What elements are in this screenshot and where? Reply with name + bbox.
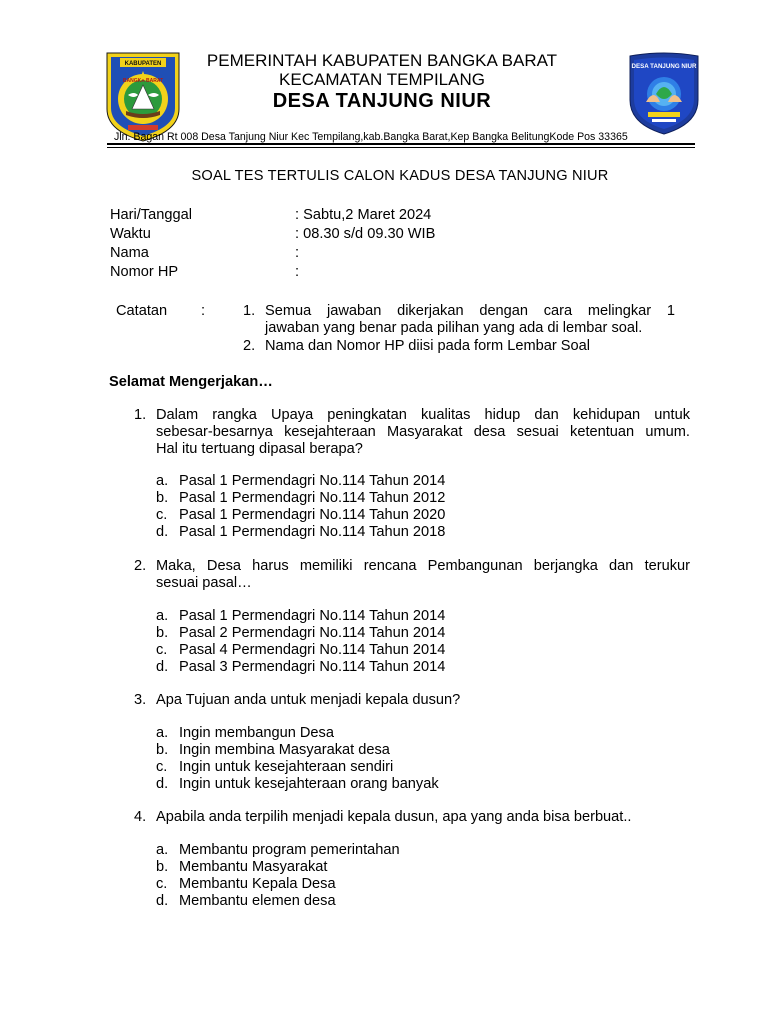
option-text: Ingin membangun Desa	[179, 725, 334, 741]
option-letter: b.	[156, 490, 169, 506]
note-text: Nama dan Nomor HP diisi pada form Lembar Soal	[265, 338, 590, 354]
option-text: Pasal 1 Permendagri No.114 Tahun 2018	[179, 524, 446, 540]
question-text: Apa Tujuan anda untuk menjadi kepala dusun?	[156, 692, 461, 708]
option-letter: d.	[156, 776, 169, 792]
option-text: Membantu Kepala Desa	[179, 876, 336, 892]
option-letter: a.	[156, 608, 169, 624]
question-number: 1.	[134, 407, 147, 423]
greeting: Selamat Mengerjakan…	[109, 374, 273, 390]
info-value-date: : Sabtu,2 Maret 2024	[295, 207, 432, 223]
question-text: Maka, Desa harus memiliki rencana Pembangunan berjangka dan terukur	[156, 558, 690, 574]
notes-colon: :	[201, 303, 206, 319]
svg-text:BANGKA BARAT: BANGKA BARAT	[122, 78, 164, 84]
option-text: Membantu program pemerintahan	[179, 842, 400, 858]
info-label-date: Hari/Tanggal	[110, 207, 192, 223]
option-letter: d.	[156, 893, 169, 909]
question-number: 4.	[134, 809, 147, 825]
svg-text:DESA TANJUNG NIUR: DESA TANJUNG NIUR	[631, 63, 697, 70]
option-letter: a.	[156, 842, 169, 858]
info-value-phone: :	[295, 264, 300, 280]
notes-label: Catatan	[116, 303, 168, 319]
question-number: 2.	[134, 558, 147, 574]
option-letter: b.	[156, 742, 169, 758]
option-letter: c.	[156, 876, 168, 892]
note-number: 1.	[243, 303, 256, 319]
option-text: Pasal 1 Permendagri No.114 Tahun 2012	[179, 490, 446, 506]
exam-title: SOAL TES TERTULIS CALON KADUS DESA TANJUNG NIUR	[191, 168, 609, 184]
option-letter: c.	[156, 507, 168, 523]
letterhead-divider	[107, 143, 695, 145]
svg-text:KABUPATEN: KABUPATEN	[124, 61, 162, 67]
letterhead-divider-thin	[107, 147, 695, 148]
option-text: Membantu Masyarakat	[179, 859, 328, 875]
option-letter: b.	[156, 625, 169, 641]
option-letter: b.	[156, 859, 169, 875]
note-text-cont: jawaban yang benar pada pilihan yang ada di lembar soal.	[265, 320, 643, 336]
question-text: Apabila anda terpilih menjadi kepala dusun, apa yang anda bisa berbuat..	[156, 809, 632, 825]
letterhead-line-village: DESA TANJUNG NIUR	[272, 90, 492, 112]
question-text: Dalam rangka Upaya peningkatan kualitas hidup dan kehidupan untuk	[156, 407, 690, 423]
option-text: Pasal 1 Permendagri No.114 Tahun 2014	[179, 608, 446, 624]
note-number: 2.	[243, 338, 256, 354]
question-text: sesuai pasal…	[156, 575, 252, 591]
option-letter: d.	[156, 524, 169, 540]
question-number: 3.	[134, 692, 147, 708]
info-label-phone: Nomor HP	[110, 264, 179, 280]
note-text: Semua jawaban dikerjakan dengan cara melingkar 1	[265, 303, 675, 319]
option-letter: c.	[156, 759, 168, 775]
option-text: Pasal 4 Permendagri No.114 Tahun 2014	[179, 642, 446, 658]
info-label-time: Waktu	[110, 226, 151, 242]
option-letter: c.	[156, 642, 168, 658]
option-text: Ingin membina Masyarakat desa	[179, 742, 390, 758]
option-text: Ingin untuk kesejahteraan orang banyak	[179, 776, 439, 792]
info-value-time: : 08.30 s/d 09.30 WIB	[295, 226, 436, 242]
info-label-name: Nama	[110, 245, 149, 261]
option-text: Membantu elemen desa	[179, 893, 336, 909]
letterhead-line-regency: PEMERINTAH KABUPATEN BANGKA BARAT	[206, 51, 558, 70]
question-text: sebesar-besarnya kesejahteraan Masyarakat desa sesuai ketentuan umum.	[156, 424, 690, 440]
info-value-name: :	[295, 245, 300, 261]
option-text: Pasal 3 Permendagri No.114 Tahun 2014	[179, 659, 446, 675]
letterhead-line-district: KECAMATAN TEMPILANG	[279, 70, 485, 89]
option-text: Pasal 2 Permendagri No.114 Tahun 2014	[179, 625, 446, 641]
option-text: Pasal 1 Permendagri No.114 Tahun 2014	[179, 473, 446, 489]
option-letter: a.	[156, 725, 169, 741]
option-text: Pasal 1 Permendagri No.114 Tahun 2020	[179, 507, 446, 523]
option-text: Ingin untuk kesejahteraan sendiri	[179, 759, 394, 775]
option-letter: a.	[156, 473, 169, 489]
letterhead-address: Jln. Bagan Rt 008 Desa Tanjung Niur Kec Tempilang,kab.Bangka Barat,Kep Bangka BelitungKode Pos 33365	[114, 131, 628, 143]
option-letter: d.	[156, 659, 169, 675]
question-text: Hal itu tertuang dipasal berapa?	[156, 441, 363, 457]
